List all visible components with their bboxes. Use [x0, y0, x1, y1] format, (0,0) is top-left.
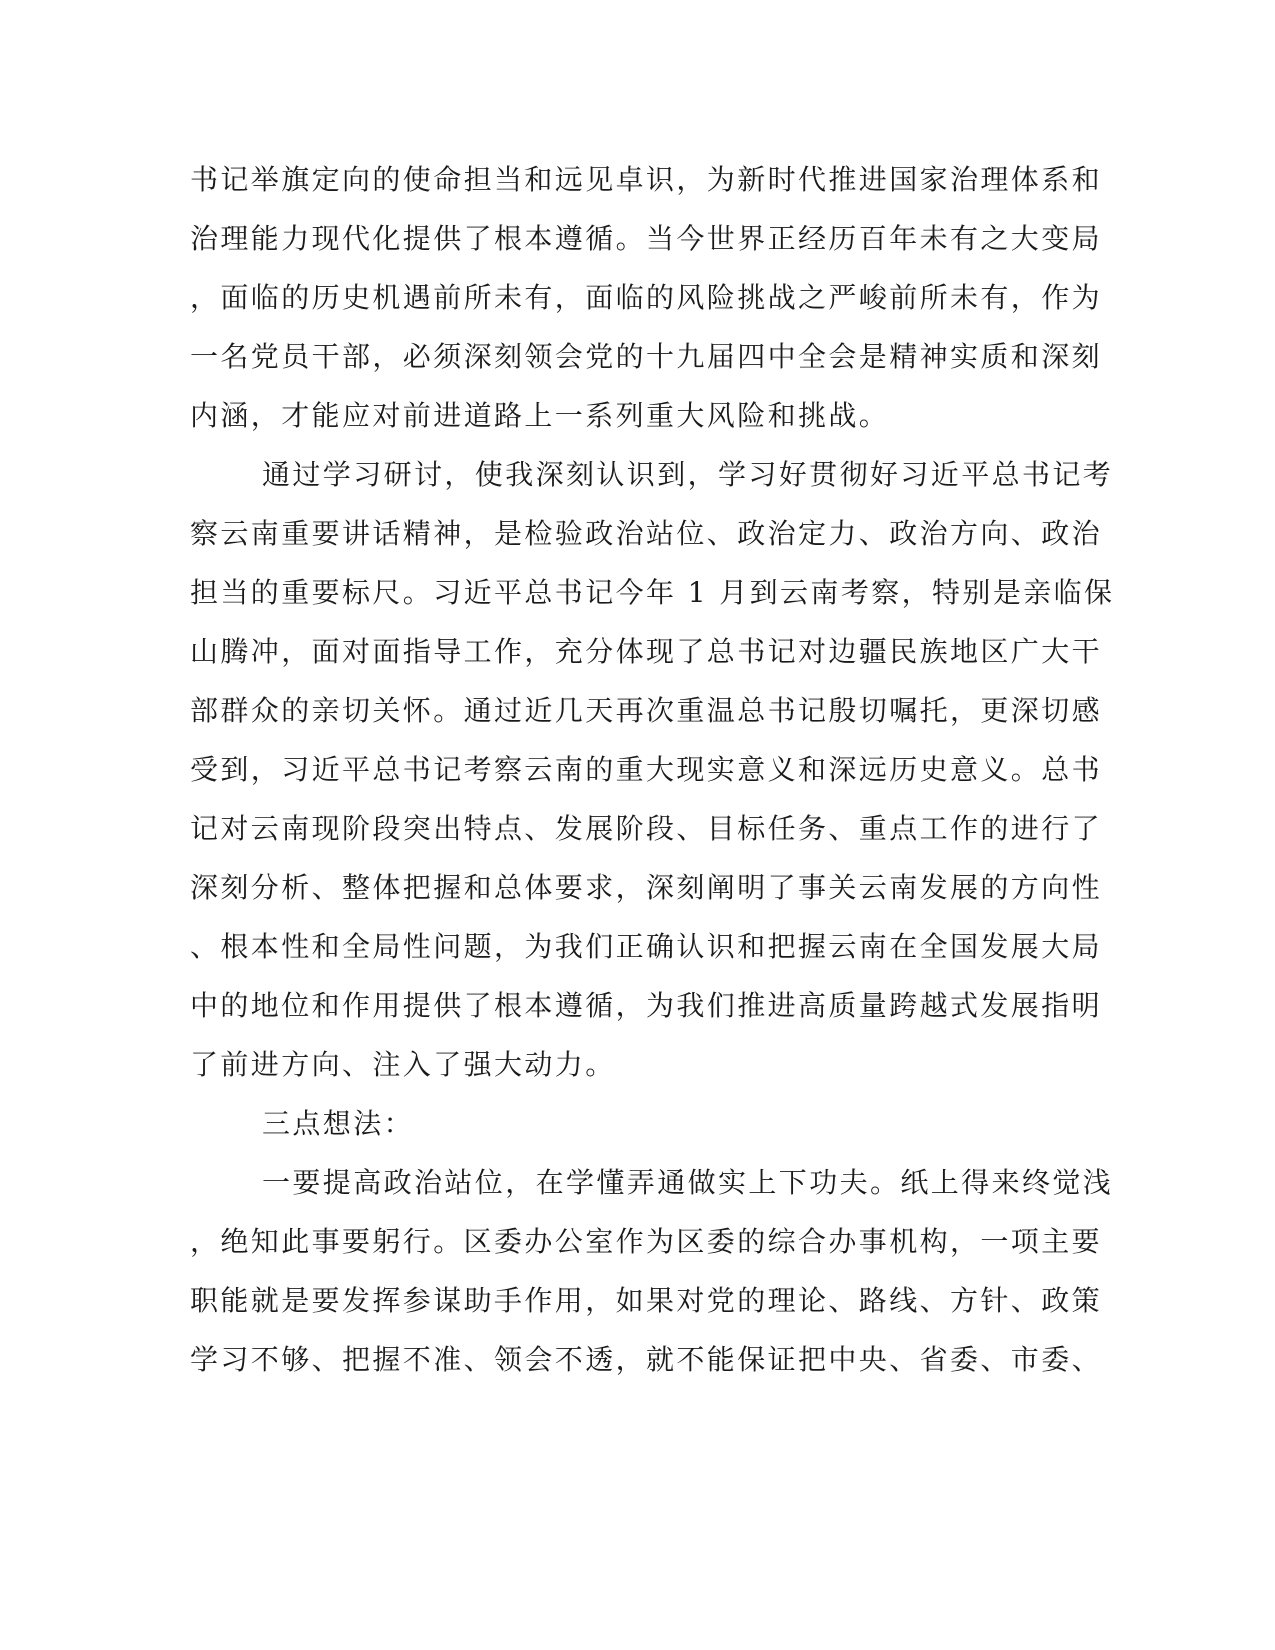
section-heading: 三点想法：: [262, 1107, 415, 1140]
paragraph-first-line: 一要提高政治站位，在学懂弄通做实上下功夫。纸上得来终觉浅: [262, 1166, 1114, 1199]
text-line: 治理能力现代化提供了根本遵循。当今世界正经历百年未有之大变局: [190, 222, 1103, 255]
text-line: 书记举旗定向的使命担当和远见卓识，为新时代推进国家治理体系和: [190, 163, 1103, 196]
text-line: 察云南重要讲话精神，是检验政治站位、政治定力、政治方向、政治: [190, 517, 1103, 550]
text-line: 山腾冲，面对面指导工作，充分体现了总书记对边疆民族地区广大干: [190, 635, 1103, 668]
text-line: 一名党员干部，必须深刻领会党的十九届四中全会是精神实质和深刻: [190, 340, 1103, 373]
text-line: 、根本性和全局性问题，为我们正确认识和把握云南在全国发展大局: [190, 930, 1103, 963]
text-line: 部群众的亲切关怀。通过近几天再次重温总书记殷切嘱托，更深切感: [190, 694, 1103, 727]
text-line: 担当的重要标尺。习近平总书记今年 1 月到云南考察，特别是亲临保: [190, 576, 1115, 609]
paragraph-first-line: 通过学习研讨，使我深刻认识到，学习好贯彻好习近平总书记考: [262, 458, 1114, 491]
text-line: 中的地位和作用提供了根本遵循，为我们推进高质量跨越式发展指明: [190, 989, 1103, 1022]
text-line: 职能就是要发挥参谋助手作用，如果对党的理论、路线、方针、政策: [190, 1284, 1103, 1317]
text-line: 受到，习近平总书记考察云南的重大现实意义和深远历史意义。总书: [190, 753, 1103, 786]
text-line: 记对云南现阶段突出特点、发展阶段、目标任务、重点工作的进行了: [190, 812, 1103, 845]
text-line: ，面临的历史机遇前所未有，面临的风险挑战之严峻前所未有，作为: [190, 281, 1103, 314]
text-line: 深刻分析、整体把握和总体要求，深刻阐明了事关云南发展的方向性: [190, 871, 1103, 904]
text-line: 了前进方向、注入了强大动力。: [190, 1048, 616, 1081]
text-line: 内涵，才能应对前进道路上一系列重大风险和挑战。: [190, 399, 890, 432]
text-line: ，绝知此事要躬行。区委办公室作为区委的综合办事机构，一项主要: [190, 1225, 1103, 1258]
text-line: 学习不够、把握不准、领会不透，就不能保证把中央、省委、市委、: [190, 1343, 1103, 1376]
